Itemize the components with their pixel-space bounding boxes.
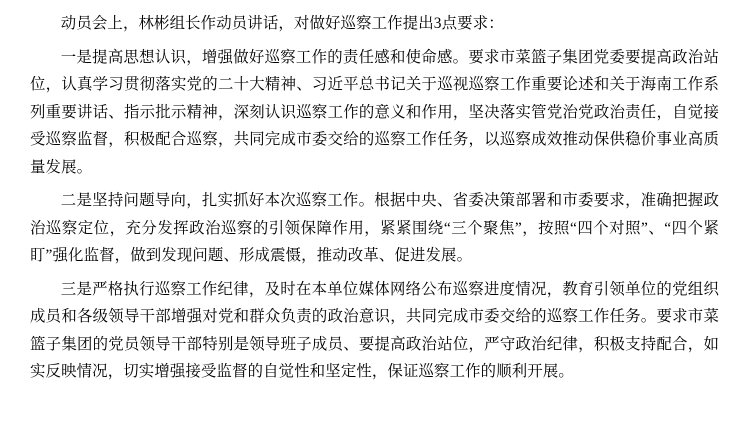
paragraph-intro: 动员会上，林彬组长作动员讲话，对做好巡察工作提出3点要求： xyxy=(60,15,504,32)
paragraph-requirement-two: 二是坚持问题导向，扎实抓好本次巡察工作。根据中央、省委决策部署和市委要求，准确把握政治巡察定位，充分发挥政治巡察的引领保障作用，紧紧围绕“三个聚焦”，按照“四个对照”、“四个紧盯”强化监督，做到发现问题、形成震慑，推动改革、促进发展。 xyxy=(30,192,719,264)
paragraph-requirement-one: 一是提高思想认识，增强做好巡察工作的责任感和使命感。要求市菜篮子集团党委要提高政治站位，认真学习贯彻落实党的二十大精神、习近平总书记关于巡视巡察工作重要论述和关于海南工作系列重要讲话、指示批示精神，深刻认识巡察工作的意义和作用，坚决落实管党治党政治责任，自觉接受巡察监督，积极配合巡察，共同完成市委交给的巡察工作任务，以巡察成效推动保供稳价事业高质量发展。 xyxy=(30,48,719,176)
paragraph-requirement-three: 三是严格执行巡察工作纪律，及时在本单位媒体网络公布巡察进度情况，教育引领单位的党组织成员和各级领导干部增强对党和群众负责的政治意识，共同完成市委交给的巡察工作任务。要求市菜篮子集团的党员领导干部特别是领导班子成员、要提高政治站位，严守政治纪律，积极支持配合，如实反映情况，切实增强接受监督的自觉性和坚定性，保证巡察工作的顺利开展。 xyxy=(30,280,719,380)
